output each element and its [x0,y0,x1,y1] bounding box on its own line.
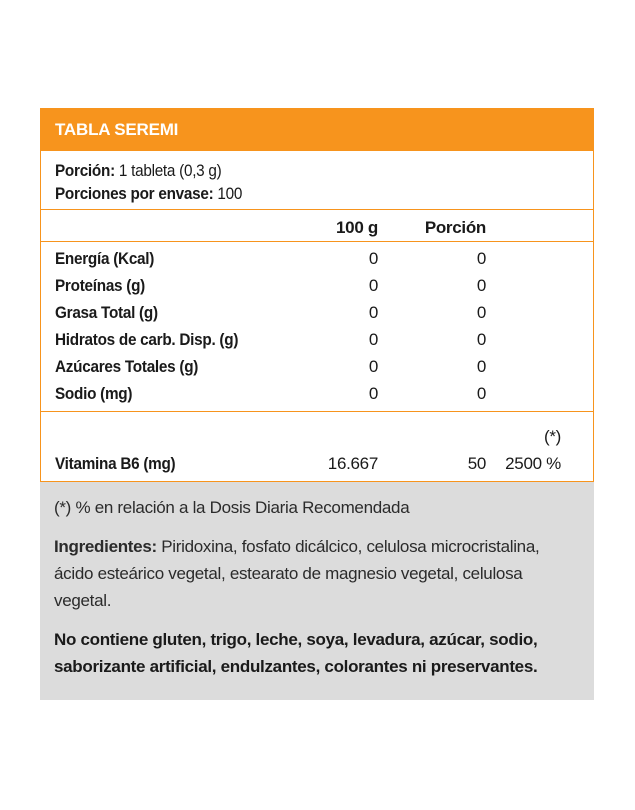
footnote: (*) % en relación a la Dosis Diaria Recomendada [54,498,410,517]
vitamin-name: Vitamina B6 (mg) [55,454,176,473]
vitamin-per100: 16.667 [327,454,378,473]
row-portion: 0 [476,330,486,349]
row-per100: 0 [368,303,378,322]
allergen-statement [54,626,537,680]
row-name: Azúcares Totales (g) [55,357,199,376]
row-name: Sodio (mg) [55,384,133,403]
servings-label: Porciones por envase: [55,184,214,203]
row-portion: 0 [476,249,486,268]
nutrition-panel [40,108,594,700]
ingredients-line: vegetal. [54,591,112,610]
allergen-line: saborizante artificial, endulzantes, colorantes ni preservantes. [54,657,538,676]
row-name: Hidratos de carb. Disp. (g) [55,330,239,349]
ingredients-line: ácido esteárico vegetal, estearato de magnesio vegetal, celulosa [54,564,523,583]
vitamin-portion: 50 [467,454,486,473]
row-per100: 0 [368,384,378,403]
portion-line [55,161,221,181]
row-portion: 0 [476,303,486,322]
row-name: Grasa Total (g) [55,303,158,322]
servings-line [55,184,242,204]
divider [41,241,593,242]
divider [41,209,593,210]
portion-value: 1 tableta (0,3 g) [118,161,222,180]
notes-panel [40,482,594,700]
row-portion: 0 [476,384,486,403]
ingredients [54,533,539,614]
vitamin-dv: 2500 % [505,454,561,473]
row-name: Energía (Kcal) [55,249,155,268]
col-header-100g: 100 g [336,218,378,237]
portion-label: Porción: [55,161,115,180]
nutrition-table [40,108,594,482]
dv-marker: (*) [543,427,561,446]
divider [41,411,593,412]
col-header-portion: Porción [424,218,486,237]
table-title: TABLA SEREMI [41,109,593,151]
row-name: Proteínas (g) [55,276,146,295]
allergen-line: No contiene gluten, trigo, leche, soya, levadura, azúcar, sodio, [54,630,538,649]
row-portion: 0 [476,357,486,376]
row-per100: 0 [368,276,378,295]
ingredients-label: Ingredientes: [54,537,157,556]
row-per100: 0 [368,357,378,376]
row-portion: 0 [476,276,486,295]
row-per100: 0 [368,330,378,349]
row-per100: 0 [368,249,378,268]
servings-value: 100 [217,184,243,203]
ingredients-line: Ingredientes: Piridoxina, fosfato dicálcico, celulosa microcristalina, [54,537,540,556]
